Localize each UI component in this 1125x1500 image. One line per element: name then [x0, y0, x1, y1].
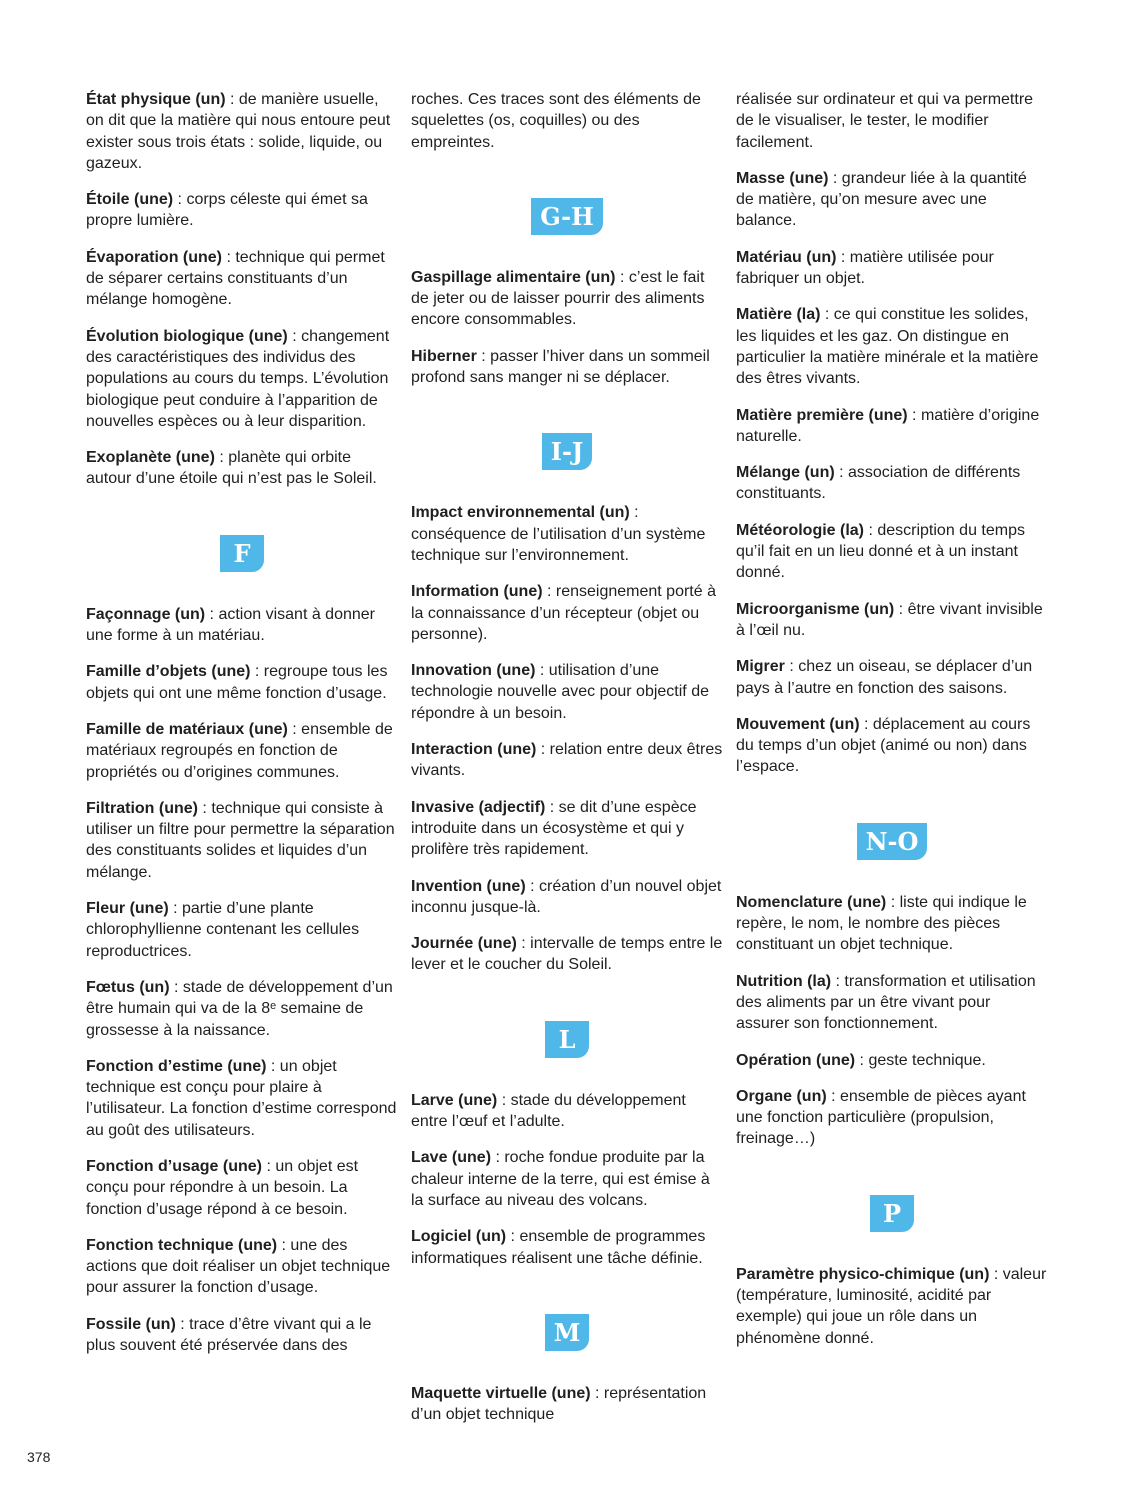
glossary-term: Mouvement (un) — [736, 715, 860, 733]
glossary-definition: : valeur (température, luminosité, acidité par exemple) qui joue un rôle dans un phénomène donné. — [736, 1265, 1047, 1347]
glossary-entry — [736, 971, 1048, 1035]
glossary-definition: : une des actions que doit réaliser un objet technique pour assurer la fonction d’usage. — [86, 1236, 391, 1297]
glossary-term: Migrer — [736, 658, 785, 676]
glossary-entry — [86, 1314, 398, 1357]
glossary-entry — [411, 267, 723, 331]
glossary-definition: : partie d’une plante chlorophyllienne contenant les cellules reproductrices. — [86, 900, 360, 960]
glossary-term: Fleur (une) — [86, 900, 169, 918]
glossary-entry — [411, 739, 723, 782]
glossary-term: Innovation (une) — [411, 662, 536, 680]
glossary-term: Étoile (une) — [86, 191, 174, 209]
glossary-definition: : ce qui constitue les solides, les liquides et les gaz. On distingue en particulier la matière minérale et la matière des êtres vivants. — [736, 306, 1039, 388]
glossary-entry — [736, 656, 1048, 699]
glossary-term: Gaspillage alimentaire (un) — [411, 268, 616, 286]
glossary-term: Information (une) — [411, 583, 543, 601]
glossary-definition: : planète qui orbite autour d’une étoile qui n’est pas le Soleil. — [86, 449, 377, 488]
continued-definition: roches. Ces traces sont des éléments de squelettes (os, coquilles) ou des empreintes. — [411, 91, 701, 151]
glossary-term: Interaction (une) — [411, 741, 537, 759]
continued-definition: réalisée sur ordinateur et qui va permettre de le visualiser, le tester, le modifier facilement. — [736, 91, 1034, 151]
letter-section — [736, 793, 1048, 892]
glossary-column-2 — [411, 89, 723, 1440]
glossary-term: Météorologie (la) — [736, 521, 865, 539]
glossary-entry — [86, 661, 398, 704]
letter-section — [411, 991, 723, 1090]
glossary-entry — [86, 447, 398, 490]
glossary-entry — [411, 660, 723, 724]
letter-section — [411, 403, 723, 502]
glossary-column-1 — [86, 89, 398, 1371]
glossary-term: Logiciel (un) — [411, 1228, 507, 1246]
glossary-term: Famille d’objets (une) — [86, 663, 251, 681]
glossary-term: Mélange (un) — [736, 464, 835, 482]
glossary-definition: : roche fondue produite par la chaleur interne de la terre, qui est émise à la surface au niveau des volcans. — [411, 1149, 710, 1209]
glossary-term: Matière (la) — [736, 306, 821, 324]
page-number: 378 — [27, 1449, 51, 1465]
glossary-definition: : description du temps qu’il fait en un lieu donné et à un instant donné. — [736, 521, 1025, 582]
glossary-definition: : conséquence de l’utilisation d’un système technique sur l’environnement. — [411, 504, 706, 564]
glossary-entry — [736, 1264, 1048, 1349]
glossary-definition: : technique qui consiste à utiliser un filtre pour permettre la séparation des constituants solides et liquides d’un mélange. — [86, 799, 395, 881]
glossary-definition: : ensemble de matériaux regroupés en fonction de propriétés ou d’origines communes. — [86, 720, 393, 781]
letter-badge: F — [220, 535, 264, 572]
glossary-term: Évolution biologique (une) — [86, 327, 288, 345]
glossary-definition: : renseignement porté à la connaissance d’un récepteur (objet ou personne). — [411, 583, 716, 643]
glossary-definition: : matière utilisée pour fabriquer un objet. — [736, 248, 994, 288]
glossary-term: Invention (une) — [411, 877, 526, 895]
glossary-definition: : stade du développement entre l’œuf et l’adulte. — [411, 1091, 686, 1131]
glossary-definition: : déplacement au cours du temps d’un objet (animé ou non) dans l’espace. — [736, 715, 1031, 776]
glossary-term: Façonnage (un) — [86, 605, 206, 623]
glossary-definition: : utilisation d’une technologie nouvelle avec pour objectif de répondre à un besoin. — [411, 662, 709, 722]
glossary-entry — [736, 892, 1048, 956]
glossary-entry — [86, 189, 398, 232]
glossary-term: Fossile (un) — [86, 1315, 176, 1333]
glossary-definition: : corps céleste qui émet sa propre lumière. — [86, 191, 368, 230]
glossary-definition: : création d’un nouvel objet inconnu jusque-là. — [411, 877, 722, 916]
glossary-entry — [86, 604, 398, 647]
glossary-column-3 — [736, 89, 1048, 1364]
glossary-entry — [411, 876, 723, 919]
glossary-definition: : stade de développement d’un être humain qui va de la 8ᵉ semaine de grossesse à la naissance. — [86, 978, 393, 1039]
glossary-term: Famille de matériaux (une) — [86, 720, 288, 738]
glossary-term: Évaporation (une) — [86, 248, 223, 266]
glossary-definition: : se dit d’une espèce introduite dans un écosystème et qui y prolifère très rapidement. — [411, 798, 697, 859]
glossary-term: État physique (un) — [86, 91, 226, 108]
glossary-definition: : un objet technique est conçu pour plaire à l’utilisateur. La fonction d’estime correspond au goût des utilisateurs. — [86, 1057, 397, 1139]
glossary-entry — [411, 1090, 723, 1133]
glossary-term: Matériau (un) — [736, 248, 837, 266]
glossary-definition: : relation entre deux êtres vivants. — [411, 741, 723, 780]
glossary-definition: : ensemble de pièces ayant une fonction particulière (propulsion, freinage…) — [736, 1087, 1026, 1148]
glossary-entry — [411, 346, 723, 389]
glossary-term: Fonction technique (une) — [86, 1236, 278, 1254]
glossary-term: Nomenclature (une) — [736, 893, 887, 911]
glossary-definition: : regroupe tous les objets qui ont une même fonction d’usage. — [86, 663, 388, 702]
glossary-definition: : intervalle de temps entre le lever et le coucher du Soleil. — [411, 935, 723, 974]
glossary-term: Matière première (une) — [736, 406, 908, 424]
glossary-entry — [736, 168, 1048, 232]
glossary-term: Paramètre physico-chimique (un) — [736, 1265, 990, 1283]
glossary-term: Larve (une) — [411, 1091, 498, 1109]
glossary-entry — [736, 714, 1048, 778]
letter-section — [411, 168, 723, 267]
glossary-entry — [411, 1147, 723, 1211]
glossary-entry — [86, 719, 398, 783]
glossary-entry — [736, 462, 1048, 505]
glossary-definition: : un objet est conçu pour répondre à un besoin. La fonction d’usage répond à ce besoin. — [86, 1157, 359, 1218]
glossary-term: Fonction d’usage (une) — [86, 1157, 262, 1175]
glossary-entry — [86, 1156, 398, 1220]
glossary-entry — [411, 1226, 723, 1269]
glossary-term: Organe (un) — [736, 1087, 827, 1105]
glossary-entry — [411, 797, 723, 861]
glossary-term: Masse (une) — [736, 169, 829, 187]
glossary-entry — [736, 1086, 1048, 1150]
glossary-definition: : liste qui indique le repère, le nom, le nombre des pièces constituant un objet technique. — [736, 893, 1027, 954]
glossary-definition: : représentation d’un objet technique — [411, 1384, 707, 1424]
glossary-term: Lave (une) — [411, 1149, 492, 1167]
glossary-definition: : passer l’hiver dans un sommeil profond sans manger ni se déplacer. — [411, 347, 710, 387]
letter-badge: P — [870, 1195, 914, 1232]
letter-section — [736, 1165, 1048, 1264]
glossary-term: Hiberner — [411, 347, 477, 365]
glossary-definition: : association de différents constituants. — [736, 464, 1021, 503]
glossary-term: Invasive (adjectif) — [411, 798, 546, 816]
glossary-entry — [736, 599, 1048, 642]
letter-badge: I-J — [542, 433, 593, 470]
glossary-entry — [86, 1235, 398, 1299]
glossary-definition: : être vivant invisible à l’œil nu. — [736, 600, 1043, 639]
glossary-entry — [736, 304, 1048, 389]
glossary-entry — [86, 89, 398, 174]
glossary-term: Fœtus (un) — [86, 978, 170, 996]
glossary-term: Exoplanète (une) — [86, 449, 215, 467]
glossary-definition: : trace d’être vivant qui a le plus souvent été préservée dans des — [86, 1315, 372, 1355]
glossary-term: Journée (une) — [411, 935, 517, 953]
glossary-entry — [736, 247, 1048, 290]
glossary-entry — [86, 247, 398, 311]
glossary-entry — [411, 933, 723, 976]
glossary-definition: : ensemble de programmes informatiques réalisent une tâche définie. — [411, 1228, 706, 1267]
glossary-term: Microorganisme (un) — [736, 600, 895, 618]
glossary-term: Nutrition (la) — [736, 972, 832, 990]
glossary-definition: : technique qui permet de séparer certains constituants d’un mélange homogène. — [86, 248, 385, 309]
glossary-definition: : geste technique. — [855, 1051, 986, 1069]
letter-badge: M — [545, 1314, 590, 1351]
letter-section — [86, 505, 398, 604]
glossary-entry — [411, 581, 723, 645]
glossary-term: Filtration (une) — [86, 799, 198, 817]
glossary-definition: : action visant à donner une forme à un matériau. — [86, 605, 375, 645]
glossary-entry — [736, 1050, 1048, 1071]
glossary-definition: : c’est le fait de jeter ou de laisser pourrir des aliments encore consommables. — [411, 268, 705, 329]
glossary-entry — [86, 798, 398, 883]
glossary-definition: : chez un oiseau, se déplacer d’un pays à l’autre en fonction des saisons. — [736, 658, 1033, 697]
glossary-definition: : changement des caractéristiques des individus des populations au cours du temps. L’évolution biologique peut conduire à l’apparition de nouvelles espèces ou à leur disparition. — [86, 327, 390, 430]
glossary-definition: : grandeur liée à la quantité de matière, qu’on mesure avec une balance. — [736, 169, 1027, 230]
letter-badge: G-H — [531, 198, 603, 235]
letter-badge: N-O — [857, 823, 928, 860]
glossary-entry — [86, 977, 398, 1041]
letter-section — [411, 1284, 723, 1383]
glossary-entry — [736, 520, 1048, 584]
letter-badge: L — [545, 1021, 589, 1058]
glossary-entry — [411, 1383, 723, 1426]
glossary-definition: : matière d’origine naturelle. — [736, 406, 1040, 445]
glossary-entry — [86, 1056, 398, 1141]
glossary-entry — [86, 898, 398, 962]
glossary-definition: : de manière usuelle, on dit que la matière qui nous entoure peut exister sous trois états : solide, liquide, ou gazeux. — [86, 91, 391, 172]
glossary-term: Impact environnemental (un) — [411, 504, 630, 522]
glossary-entry — [736, 405, 1048, 448]
glossary-entry — [411, 502, 723, 566]
glossary-term: Maquette virtuelle (une) — [411, 1384, 591, 1402]
glossary-entry — [86, 326, 398, 432]
glossary-term: Opération (une) — [736, 1051, 856, 1069]
glossary-term: Fonction d’estime (une) — [86, 1057, 267, 1075]
glossary-definition: : transformation et utilisation des aliments par un être vivant pour assurer son fonctionnement. — [736, 972, 1036, 1033]
